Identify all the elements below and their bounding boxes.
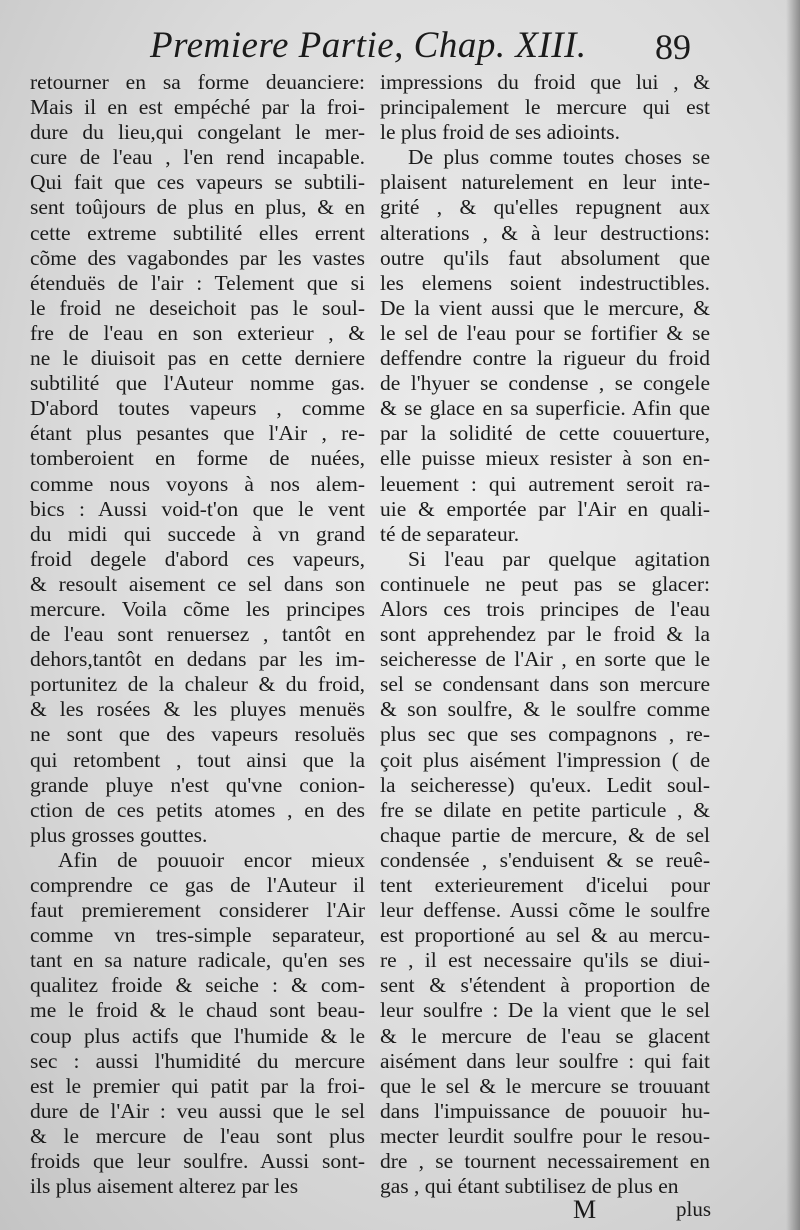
signature-mark: M — [573, 1195, 597, 1224]
text-line: subtilité que l'Auteur nomme gas. — [30, 371, 365, 396]
text-line: & les rosées & les pluyes menuës — [30, 697, 365, 722]
text-line: aisément dans leur soulfre : qui fait — [380, 1048, 710, 1073]
text-line: est proportioné au sel & au mercu- — [380, 923, 710, 948]
text-line: comme nous voyons à nos alem- — [30, 471, 365, 496]
text-line: mercure. Voila cõme les principes — [30, 596, 365, 621]
text-line: té de separateur. — [380, 521, 520, 546]
text-line: D'abord toutes vapeurs , comme — [30, 396, 365, 421]
text-line: de l'eau sont renuersez , tantôt en — [30, 622, 365, 647]
text-line: impressions du froid que lui , & — [380, 70, 710, 94]
text-line: Mais il en est empéché par la froi- — [30, 95, 365, 120]
text-line: qui retombent , tout ainsi que la — [30, 747, 365, 772]
text-line: par la solidité de cette couuerture, — [380, 421, 710, 446]
text-line: & le mercure de l'eau sont plus — [30, 1123, 365, 1148]
catchword: plus — [676, 1197, 712, 1221]
page-footer — [0, 1195, 800, 1230]
text-line: grande pluye n'est qu'vne conion- — [30, 772, 365, 797]
text-line: retourner en sa forme deuanciere: — [30, 70, 365, 94]
text-line: ne sont que des vapeurs resoluës — [30, 722, 365, 747]
text-line: les elemens soient indestructibles. — [380, 270, 710, 295]
text-line: cette extreme subtilité elles errent — [30, 220, 365, 245]
text-line: condensée , s'enduisent & se reuê- — [380, 847, 710, 872]
text-line: froid degele d'abord ces vapeurs, — [30, 546, 365, 571]
text-line: cõme des vagabondes par les vastes — [30, 245, 365, 270]
text-line: coup plus actifs que l'humide & le — [30, 1023, 365, 1048]
text-line: sont apprehendez par le froid & la — [380, 622, 710, 647]
page-number: 89 — [655, 27, 691, 67]
text-line: continuele ne peut pas se glacer: — [380, 571, 710, 596]
text-line: De la vient aussi que le mercure, & — [380, 295, 710, 320]
text-line: le sel de l'eau pour se fortifier & se — [380, 320, 710, 345]
text-line: Alors ces trois principes de l'eau — [380, 596, 710, 621]
running-head: Premiere Partie, Chap. XIII. — [150, 25, 587, 66]
text-line: faut premierement considerer l'Air — [30, 898, 365, 923]
text-line: ils plus aisement alterez par les — [30, 1174, 299, 1199]
page-edge-shadow — [786, 0, 800, 1230]
text-line: dure du lieu,qui congelant le mer- — [30, 120, 365, 145]
text-line: Qui fait que ces vapeurs se subtili- — [30, 170, 365, 195]
text-line: fre de l'eau en son exterieur , & — [30, 320, 365, 345]
text-line: le plus froid de ses adioints. — [380, 120, 621, 145]
text-line: tant en sa nature radicale, qu'en ses — [30, 948, 365, 973]
text-line: la seicheresse) qu'eux. Ledit soul- — [380, 772, 710, 797]
text-line: leuement : qui autrement seroit ra- — [380, 471, 710, 496]
text-line: elle puisse mieux resister à son en- — [380, 446, 710, 471]
text-line: du midi qui succede à vn grand — [30, 521, 365, 546]
text-line: fre se dilate en petite particule , & — [380, 797, 710, 822]
text-line: çoit plus aisément l'impression ( de — [380, 747, 710, 772]
text-line: froids que leur soulfre. Aussi sont- — [30, 1149, 365, 1174]
page-header — [0, 4, 800, 74]
text-line: étenduës de l'air : Telement que si — [30, 270, 365, 295]
text-line: deffendre contre la rigueur du froid — [380, 346, 710, 371]
text-line: seicheresse de l'Air , en sorte que le — [380, 647, 710, 672]
text-line: re , il est necessaire qu'ils se diui- — [380, 948, 710, 973]
text-line: mecter leurdit soulfre pour le resou- — [380, 1123, 710, 1148]
text-line: étant plus pesantes que l'Air , re- — [30, 421, 365, 446]
text-line: ction de ces petits atomes , en des — [30, 797, 365, 822]
text-line: dre , se tournent necessairement en — [380, 1149, 710, 1174]
text-line: le froid ne deseichoit pas le soul- — [30, 295, 365, 320]
text-line: comme vn tres-simple separateur, — [30, 923, 365, 948]
text-line: dans l'impuissance de pouuoir hu- — [380, 1098, 710, 1123]
text-line: tomberoient en forme de nuées, — [30, 446, 365, 471]
text-line: sent & s'étendent à proportion de — [380, 973, 710, 998]
text-line: portunitez de la chaleur & du froid, — [30, 672, 365, 697]
text-line: & resoult aisement ce sel dans son — [30, 571, 365, 596]
text-line: principalement le mercure qui est — [380, 95, 710, 120]
text-line: tent exterieurement d'icelui pour — [380, 873, 710, 897]
left-column — [30, 70, 365, 1199]
text-line: dehors,tantôt en dedans par les im- — [30, 647, 365, 672]
text-line: cure de l'eau , l'en rend incapable. — [30, 145, 365, 170]
text-line: sel se condensant dans son mercure — [380, 672, 710, 697]
text-line: Si l'eau par quelque agitation — [408, 546, 710, 571]
text-line: dure de l'Air : veu aussi que le sel — [30, 1098, 365, 1123]
text-line: plus grosses gouttes. — [30, 822, 208, 847]
text-line: comprendre ce gas de l'Auteur il — [30, 873, 365, 897]
text-line: plus sec que ses compagnons , re- — [380, 722, 710, 747]
text-line: uie & emportée par l'Air en quali- — [380, 496, 710, 521]
text-line: qualitez froide & seiche : & com- — [30, 973, 365, 998]
text-line: leur soulfre : De la vient que le sel — [380, 998, 710, 1023]
text-line: me le froid & le chaud sont beau- — [30, 998, 365, 1023]
text-line: chaque partie de mercure, & de sel — [380, 822, 710, 847]
text-line: & le mercure de l'eau se glacent — [380, 1023, 710, 1048]
text-line: sent toûjours de plus en plus, & en — [30, 195, 365, 220]
text-line: & se glace en sa superficie. Afin que — [380, 396, 710, 421]
right-column — [380, 70, 710, 1199]
text-line: Afin de pouuoir encor mieux — [58, 847, 365, 872]
text-line: sec : aussi l'humidité du mercure — [30, 1048, 365, 1073]
text-line: ne le diuisoit pas en cette derniere — [30, 346, 365, 371]
text-line: que le sel & le mercure se trouuant — [380, 1073, 710, 1098]
text-line: & son soulfre, & le soulfre comme — [380, 697, 710, 722]
text-line: gas , qui étant subtilisez de plus en — [380, 1174, 679, 1199]
text-line: De plus comme toutes choses se — [408, 145, 710, 170]
text-line: est le premier qui patit par la froi- — [30, 1073, 365, 1098]
text-line: de l'hyuer se condense , se congele — [380, 371, 710, 396]
text-line: bics : Aussi void-t'on que le vent — [30, 496, 365, 521]
text-line: outre qu'ils faut absolument que — [380, 245, 710, 270]
text-line: grité , & qu'elles repugnent aux — [380, 195, 710, 220]
text-line: leur deffense. Aussi cõme le soulfre — [380, 898, 710, 923]
text-line: alterations , & à leur destructions: — [380, 220, 710, 245]
text-line: plaisent naturelement en leur inte- — [380, 170, 710, 195]
